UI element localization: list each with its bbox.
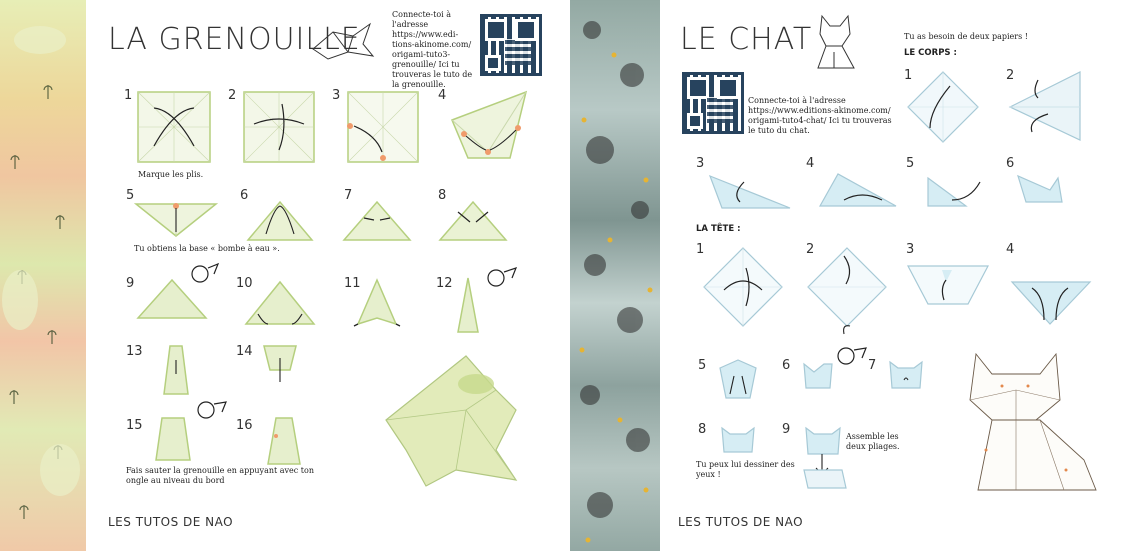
frog-final-caption: Fais sauter la grenouille en appuyant avec ton ongle au niveau du bord	[126, 466, 314, 485]
frog-step-number: 4	[438, 88, 447, 103]
frog-step-number: 16	[236, 418, 253, 433]
frog-step-1-caption: Marque les plis.	[138, 170, 204, 179]
frog-step-16-diagram	[264, 416, 304, 466]
frog-step-5-caption: Tu obtiens la base « bombe à eau ».	[134, 244, 280, 253]
frog-step-number: 8	[438, 188, 447, 203]
frog-step-number: 15	[126, 418, 143, 433]
frog-step-9-diagram	[136, 260, 226, 322]
frog-step-number: 7	[344, 188, 353, 203]
cat-head-step-number: 6	[782, 358, 791, 373]
frog-step-11-diagram	[352, 278, 402, 332]
frog-qr-code[interactable]	[480, 14, 542, 76]
frog-step-number: 10	[236, 276, 253, 291]
cat-head-step-number: 8	[698, 422, 707, 437]
cat-head-step-2-diagram	[806, 246, 888, 336]
cat-head-step-number: 4	[1006, 242, 1015, 257]
cat-head-step-number: 7	[868, 358, 877, 373]
frog-step-number: 1	[124, 88, 133, 103]
body-section-label: LE CORPS :	[904, 48, 957, 58]
left-decorative-strip	[0, 0, 86, 551]
center-strip-pattern	[570, 0, 660, 551]
frog-step-4-diagram	[450, 90, 528, 164]
frog-step-number: 14	[236, 344, 253, 359]
frog-step-number: 2	[228, 88, 237, 103]
cat-head-step-3-diagram	[906, 264, 990, 308]
cat-body-step-4-diagram	[818, 170, 898, 210]
cat-body-step-number: 6	[1006, 156, 1015, 171]
frog-step-number: 11	[344, 276, 361, 291]
cat-head-step-number: 2	[806, 242, 815, 257]
finished-frog-illustration	[366, 350, 526, 490]
frog-step-number: 9	[126, 276, 135, 291]
cat-body-step-1-diagram	[906, 70, 980, 144]
frog-step-1-diagram	[136, 90, 212, 164]
cat-head-step-number: 3	[906, 242, 915, 257]
frog-step-12-diagram	[454, 262, 524, 336]
frog-step-13-diagram	[156, 344, 196, 396]
cat-head-step-6-diagram	[800, 344, 870, 392]
cat-head-step-number: 9	[782, 422, 791, 437]
center-decorative-strip	[570, 0, 660, 551]
frog-step-3-diagram	[346, 90, 420, 164]
cat-head-step-5-diagram	[718, 358, 758, 402]
cat-head-step-number: 1	[696, 242, 705, 257]
cat-step-8-caption: Tu peux lui dessiner des yeux !	[696, 460, 795, 479]
cat-body-step-number: 2	[1006, 68, 1015, 83]
cat-body-step-6-diagram	[1016, 172, 1066, 208]
frog-tutorial-page	[86, 0, 570, 551]
page-footer: LES TUTOS DE NAO	[108, 515, 234, 529]
frog-step-8-diagram	[438, 198, 508, 242]
frog-step-10-diagram	[244, 280, 316, 328]
head-section-label: LA TÊTE :	[696, 224, 741, 234]
frog-step-7-diagram	[342, 198, 412, 242]
frog-step-number: 12	[436, 276, 453, 291]
cat-step-9-caption: Assemble les deux pliages.	[846, 432, 900, 451]
frog-outline-icon	[308, 14, 378, 64]
cat-outline-icon	[804, 12, 868, 70]
cat-head-step-7-diagram	[886, 358, 926, 392]
frog-step-number: 5	[126, 188, 135, 203]
page-title: LE CHAT	[680, 22, 813, 57]
cat-intro-text: Tu as besoin de deux papiers !	[904, 32, 1028, 41]
cat-head-step-8-diagram	[718, 426, 758, 456]
frog-step-5-diagram	[134, 196, 218, 240]
frog-step-6-diagram	[246, 198, 314, 242]
frog-step-number: 13	[126, 344, 143, 359]
cat-body-step-5-diagram	[926, 170, 996, 210]
page-footer: LES TUTOS DE NAO	[678, 515, 804, 529]
finished-cat-illustration	[956, 350, 1106, 500]
frog-qr-caption: Connecte-toi à l'adresse https://www.edi-tions-akinome.com/ origami-tuto3-grenouille/ Ici tu trouveras le tuto de la grenouille.	[392, 10, 473, 89]
frog-step-15-diagram	[154, 398, 234, 464]
cat-head-step-1-diagram	[702, 246, 784, 328]
cat-head-step-9-diagram	[802, 424, 848, 490]
cat-qr-code[interactable]	[682, 72, 744, 134]
cat-body-step-number: 5	[906, 156, 915, 171]
cat-qr-caption: Connecte-toi à l'adresse https://www.editions-akinome.com/ origami-tuto4-chat/ Ici tu trouveras le tuto du chat.	[748, 96, 892, 135]
cat-head-step-4-diagram	[1010, 280, 1092, 326]
frog-step-number: 6	[240, 188, 249, 203]
cat-body-step-number: 4	[806, 156, 815, 171]
cat-body-step-number: 3	[696, 156, 705, 171]
left-strip-pattern	[0, 0, 86, 551]
cat-tutorial-page	[660, 0, 1144, 551]
cat-head-step-number: 5	[698, 358, 707, 373]
cat-body-step-3-diagram	[708, 164, 792, 210]
frog-step-2-diagram	[242, 90, 316, 164]
cat-body-step-number: 1	[904, 68, 913, 83]
page-title: LA GRENOUILLE	[108, 22, 361, 57]
frog-step-14-diagram	[260, 344, 300, 386]
frog-step-number: 3	[332, 88, 341, 103]
cat-body-step-2-diagram	[1008, 70, 1082, 144]
